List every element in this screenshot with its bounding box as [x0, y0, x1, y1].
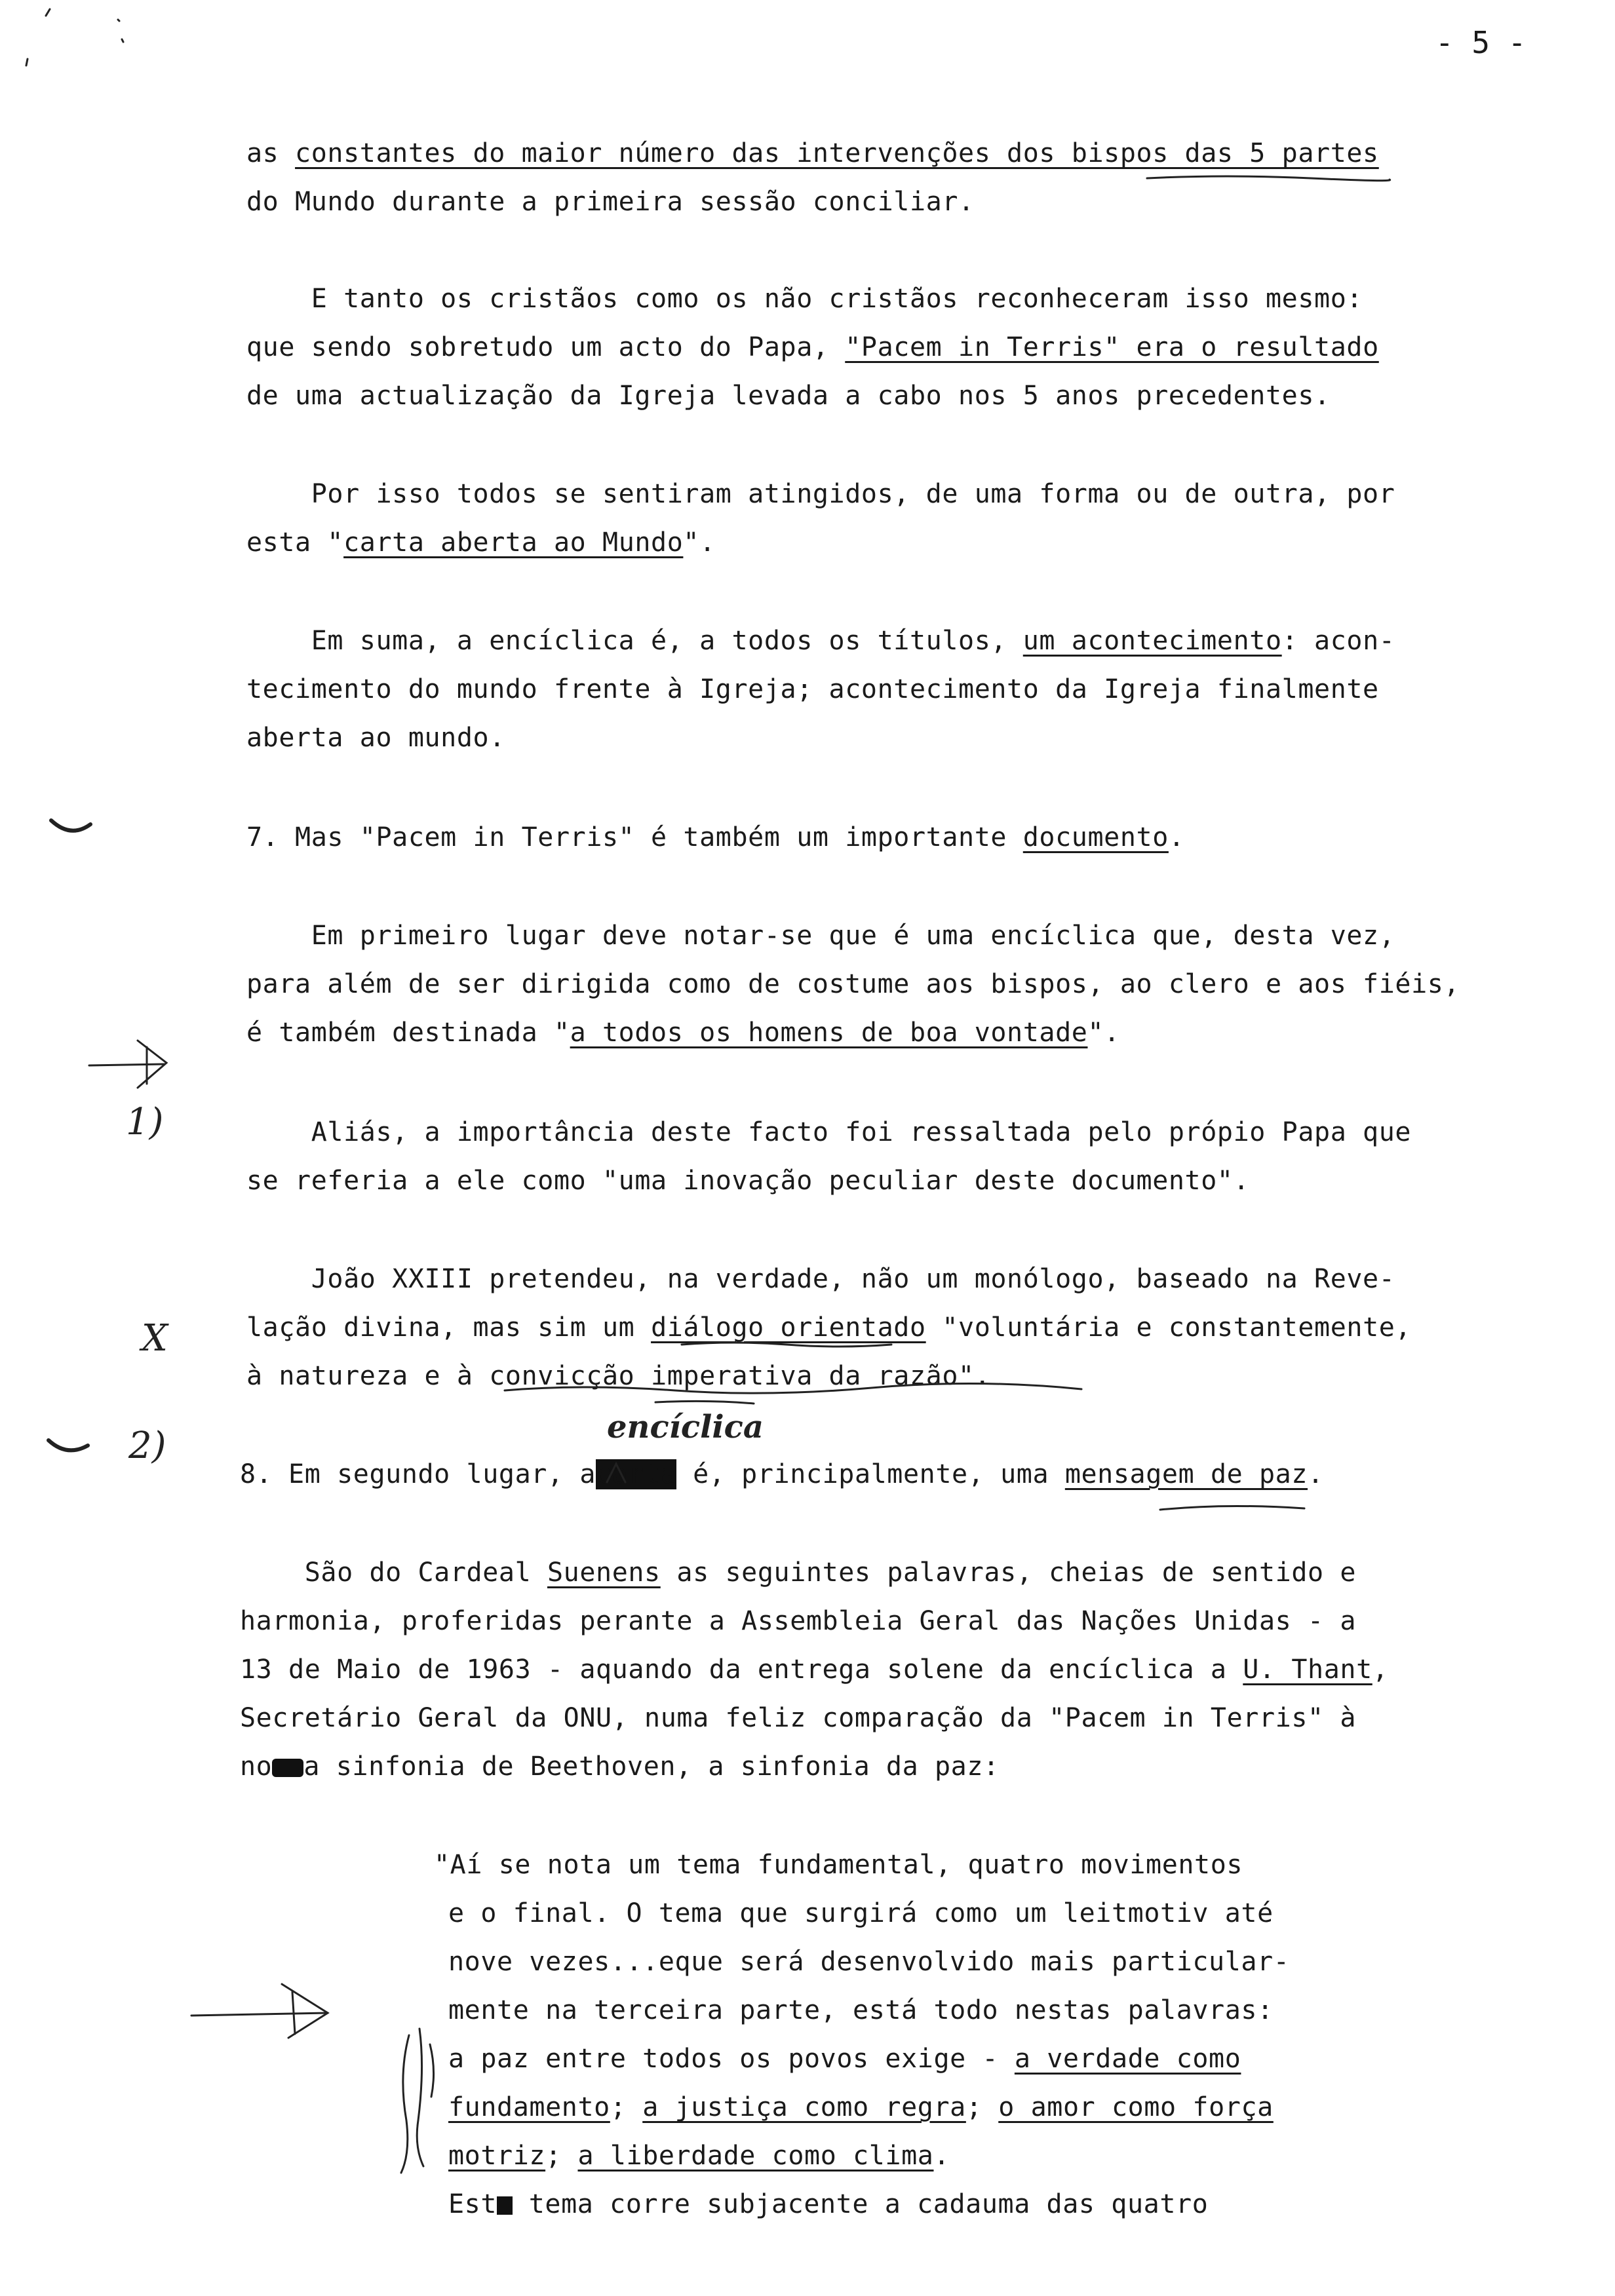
text-run: é também destinada "	[246, 1018, 570, 1048]
wavy-underline	[682, 1343, 891, 1347]
margin-bracket	[401, 2035, 409, 2173]
underlined-text: U. Thant	[1243, 1655, 1372, 1685]
text-run: : acon-	[1281, 626, 1395, 656]
margin-curve-mark	[51, 820, 90, 831]
text-line: para além de ser dirigida como de costume aos bispos, ao clero e aos fiéis,	[246, 969, 1460, 999]
text-run: ".	[1087, 1018, 1120, 1048]
wavy-underline	[1160, 1506, 1304, 1510]
text-run: as	[246, 138, 296, 168]
margin-arrowhead	[282, 1984, 328, 2038]
margin-arrow	[191, 2013, 328, 2016]
text-run: 8. Em segundo lugar, a	[240, 1459, 596, 1489]
text-run: lação divina, mas sim um	[246, 1312, 652, 1343]
text-line: Por isso todos se sentiram atingidos, de uma forma ou de outra, por	[246, 479, 1395, 509]
page-number: - 5 -	[1435, 25, 1527, 60]
underlined-text: um acontecimento	[1022, 626, 1282, 656]
underlined-text: a verdade como	[1014, 2044, 1241, 2074]
text-run: ;	[965, 2092, 999, 2122]
underlined-text: "Pacem in Terris" era o resultado	[845, 332, 1379, 362]
handwritten-insert: encíclica	[607, 1409, 764, 1445]
speck-mark	[46, 9, 50, 16]
text-run: .	[1168, 822, 1185, 852]
underlined-text: a liberdade como clima	[577, 2141, 934, 2171]
text-run: 7. Mas "Pacem in Terris" é também um importante	[246, 822, 1023, 852]
text-run: as seguintes palavras, cheias de sentido e	[660, 1558, 1357, 1588]
margin-arrow	[89, 1064, 164, 1065]
margin-bracket	[430, 2044, 434, 2097]
text-run: é, principalmente, uma	[676, 1459, 1065, 1489]
text-run: .	[933, 2141, 950, 2171]
text-line: aberta ao mundo.	[246, 723, 505, 753]
text-run: a sinfonia de Beethoven, a sinfonia da paz:	[303, 1751, 1000, 1782]
underlined-text: carta aberta ao Mundo	[343, 527, 684, 558]
quote-line: e o final. O tema que surgirá como um leitmotiv até	[448, 1898, 1274, 1928]
margin-note-1: 1)	[126, 1101, 164, 1143]
underlined-text: diálogo orientado	[651, 1312, 926, 1343]
text-line: Aliás, a importância deste facto foi ressaltada pelo própio Papa que	[246, 1117, 1412, 1147]
insertion-caret	[607, 1464, 625, 1482]
wavy-underline	[655, 1401, 754, 1404]
speck-mark	[118, 20, 119, 21]
text-run: Em suma, a encíclica é, a todos os títulos,	[246, 626, 1023, 656]
text-line: E tanto os cristãos como os não cristãos reconheceram isso mesmo:	[246, 284, 1363, 314]
underlined-text: Suenens	[547, 1558, 661, 1588]
text-line: à natureza e à convicção imperativa da razão".	[246, 1361, 991, 1391]
margin-bracket	[417, 2029, 423, 2166]
text-line: de uma actualização da Igreja levada a cabo nos 5 anos precedentes.	[246, 381, 1331, 411]
text-line: João XXIII pretendeu, na verdade, não um monólogo, baseado na Reve-	[246, 1264, 1395, 1294]
wavy-underline	[1147, 176, 1390, 181]
quote-line: "Aí se nota um tema fundamental, quatro movimentos	[434, 1850, 1243, 1880]
underlined-text: o amor como força	[998, 2092, 1274, 2122]
text-run: 13 de Maio de 1963 - aquando da entrega solene da encíclica a	[240, 1655, 1243, 1685]
text-line: tecimento do mundo frente à Igreja; acontecimento da Igreja finalmente	[246, 674, 1379, 704]
text-line: se referia a ele como "uma inovação peculiar deste documento".	[246, 1166, 1250, 1196]
text-run: que sendo sobretudo um acto do Papa,	[246, 332, 846, 362]
text-run: São do Cardeal	[240, 1558, 547, 1588]
underlined-text: constantes do maior número das intervenções dos bispos das 5 partes	[295, 138, 1379, 168]
speck-mark	[122, 39, 123, 42]
text-run: ".	[683, 527, 716, 558]
underlined-text: a justiça como regra	[642, 2092, 966, 2122]
underlined-text: mensagem de paz	[1064, 1459, 1308, 1489]
text-run: "voluntária e constantemente,	[925, 1312, 1412, 1343]
wavy-underline	[505, 1383, 1081, 1393]
underlined-text: documento	[1022, 822, 1169, 852]
text-run: a paz entre todos os povos exige -	[448, 2044, 1015, 2074]
text-run: .	[1308, 1459, 1324, 1489]
text-run: no	[240, 1751, 273, 1782]
text-run: tema corre subjacente a cada	[513, 2189, 982, 2219]
underlined-text: fundamento	[448, 2092, 610, 2122]
quote-line: mente na terceira parte, está todo nestas palavras:	[448, 1995, 1274, 2025]
text-run: ,	[1372, 1655, 1389, 1685]
margin-curve-mark	[49, 1440, 88, 1450]
underlined-text: motriz	[448, 2141, 546, 2171]
struck-out-word: carta	[596, 1459, 677, 1489]
speck-mark	[26, 59, 28, 66]
text-line: Secretário Geral da ONU, numa feliz comparação da "Pacem in Terris" à	[240, 1703, 1357, 1733]
text-run: esta "	[246, 527, 344, 558]
text-run: ;	[545, 2141, 578, 2171]
text-run: Est	[448, 2189, 497, 2219]
underlined-text: a todos os homens de boa vontade	[570, 1018, 1088, 1048]
text-line: Em primeiro lugar deve notar-se que é uma encíclica que, desta vez,	[246, 921, 1395, 951]
text-line: do Mundo durante a primeira sessão conciliar.	[246, 187, 975, 217]
text-line: harmonia, proferidas perante a Assembleia Geral das Nações Unidas - a	[240, 1606, 1357, 1636]
margin-note-x: X	[142, 1317, 168, 1360]
text-run: ;	[610, 2092, 643, 2122]
margin-note-2: 2)	[128, 1425, 166, 1467]
quote-line: nove vezes...eque será desenvolvido mais particular-	[448, 1947, 1290, 1977]
text-run: uma das quatro	[981, 2189, 1209, 2219]
